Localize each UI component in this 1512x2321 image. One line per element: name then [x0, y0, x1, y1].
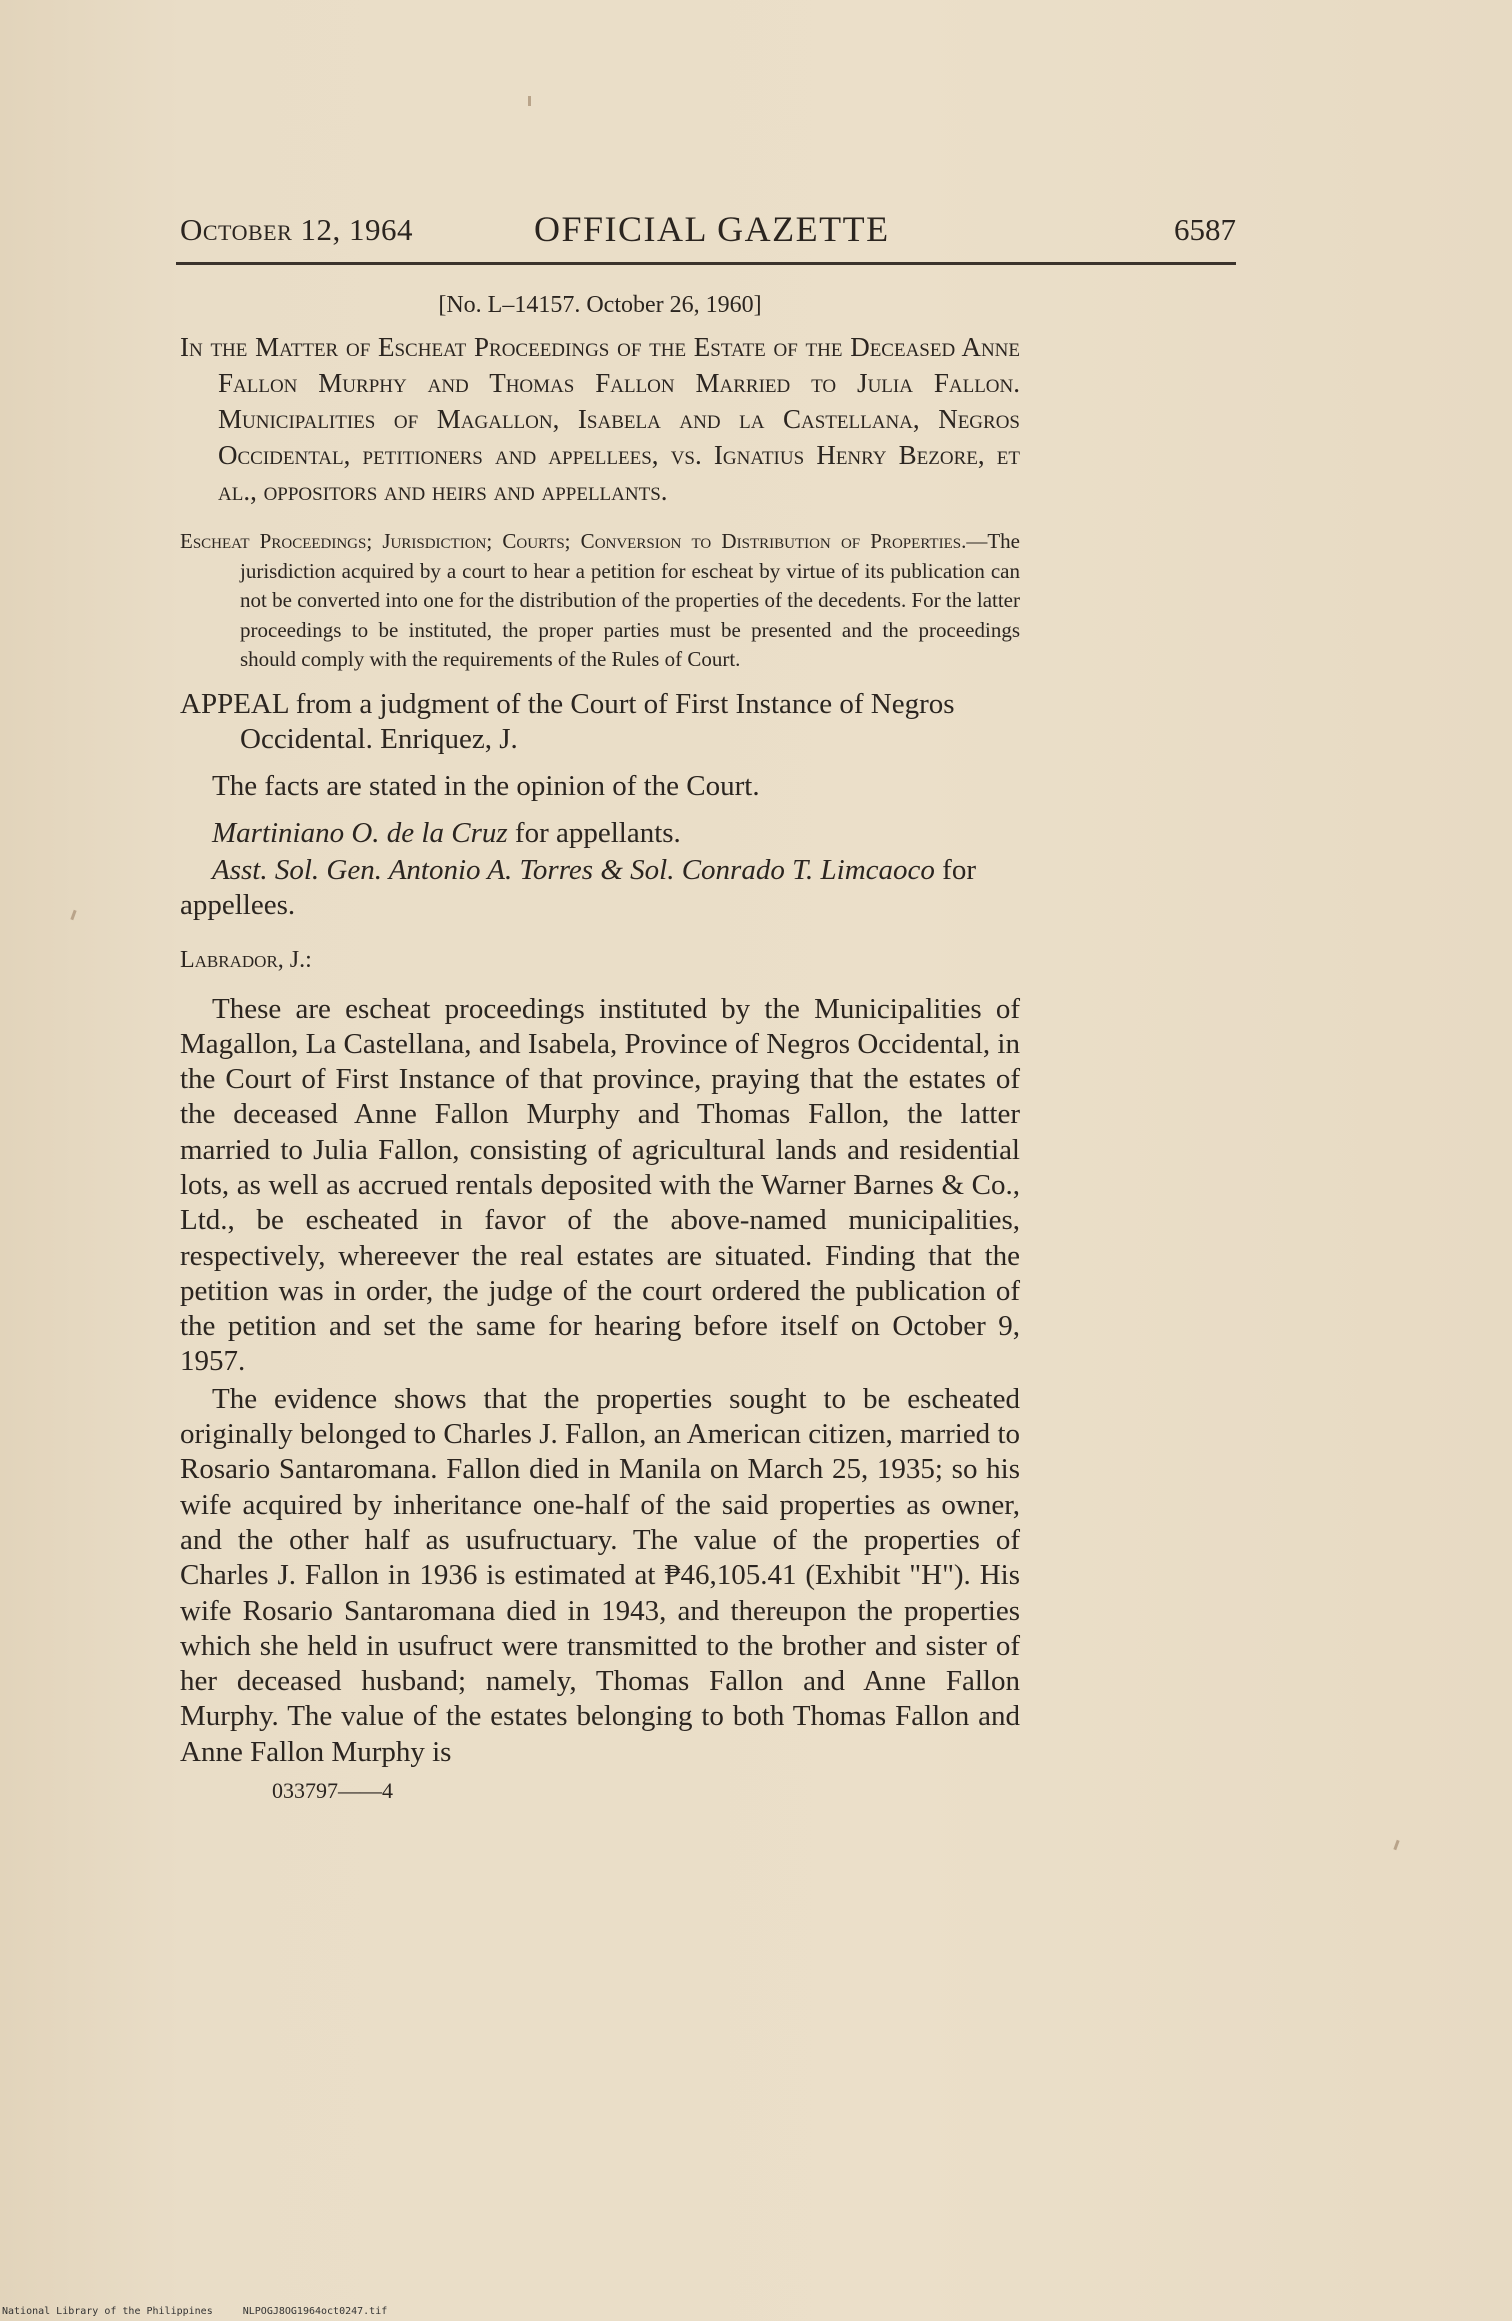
appellants-counsel-name: Martiniano O. de la Cruz — [212, 816, 508, 849]
archive-stamp — [2, 2306, 411, 2317]
archive-library: National Library of the Philippines — [2, 2306, 213, 2317]
facts-note: The facts are stated in the opinion of the Court. — [212, 769, 760, 802]
printer-code: 033797——4 — [272, 1778, 393, 1804]
appellees-counsel-role: for appellees. — [180, 853, 976, 921]
counsel-appellants — [180, 816, 1020, 851]
page-number: 6587 — [1174, 212, 1236, 247]
appellants-counsel-role: for appellants. — [507, 816, 681, 849]
opinion-paragraph: These are escheat proceedings instituted by the Municipalities of Magallon, La Castellana, and Isabela, Province of Negros Occidental, in the Court of First Instance of that province, praying that the estates of the deceased Anne Fallon Murphy and Thomas Fallon, the latter married to Julia Fallon, consisting of agricultural lands and residential lots, as well as accrued rentals deposited with the Warner Barnes & Co., Ltd., be escheated in favor of the above-named municipalities, respectively, whereever the real estates are situated. Finding that the petition was in order, the judge of the court ordered the publication of the petition and set the same for hearing before itself on October 9, 1957. — [180, 992, 1020, 1378]
header-rule — [176, 262, 1236, 265]
opinion-author: Labrador, J.: — [180, 946, 312, 973]
appellees-counsel-name: Asst. Sol. Gen. Antonio A. Torres & Sol. Conrado T. Limcaoco — [212, 853, 935, 886]
article — [180, 292, 1020, 1804]
header-date: October 12, 1964 — [180, 212, 414, 247]
syllabus — [180, 527, 1020, 675]
paper-speck — [1393, 1840, 1399, 1850]
appeal-line: APPEAL from a judgment of the Court of First Instance of Negros Occidental. Enriquez, J. — [180, 687, 955, 755]
counsel-appellees — [180, 853, 1020, 923]
syllabus-heading: Escheat Proceedings; Jurisdiction; Courts; Conversion to Distribution of Properties. — [180, 529, 967, 553]
syllabus-text: —The jurisdiction acquired by a court to hear a petition for escheat by virtue of its publication can not be converted into one for the distribution of the properties of the decedents. For the latter proceedings to be instituted, the proper parties must be presented and the proceedings should comply with the requirements of the Rules of Court. — [240, 529, 1020, 671]
opinion-paragraph: The evidence shows that the properties sought to be escheated originally belonged to Charles J. Fallon, an American citizen, married to Rosario Santaromana. Fallon died in Manila on March 25, 1935; so his wife acquired by inheritance one-half of the said properties as owner, and the other half as usufructuary. The value of the properties of Charles J. Fallon in 1936 is estimated at ₱46,105.41 (Exhibit "H"). His wife Rosario Santaromana died in 1943, and thereupon the properties which she held in usufruct were transmitted to the brother and sister of her deceased husband; namely, Thomas Fallon and Anne Fallon Murphy. The value of the estates belonging to both Thomas Fallon and Anne Fallon Murphy is — [180, 1382, 1020, 1768]
archive-file: NLPOGJ8OG1964oct0247.tif — [242, 2306, 388, 2317]
paper-speck — [70, 910, 76, 920]
docket-number: [No. L–14157. October 26, 1960] — [438, 292, 762, 318]
paper-speck — [528, 96, 531, 106]
running-header — [180, 208, 1236, 260]
case-caption: In the Matter of Escheat Proceedings of the Estate of the Deceased Anne Fallon Murphy and Thomas Fallon Married to Julia Fallon. Municipalities of Magallon, Isabela and la Castellana, Negros Occidental, petitioners and appellees, vs. Ignatius Henry Bezore, et al., oppositors and heirs and appellants. — [180, 332, 1020, 506]
header-title: OFFICIAL GAZETTE — [534, 209, 890, 249]
